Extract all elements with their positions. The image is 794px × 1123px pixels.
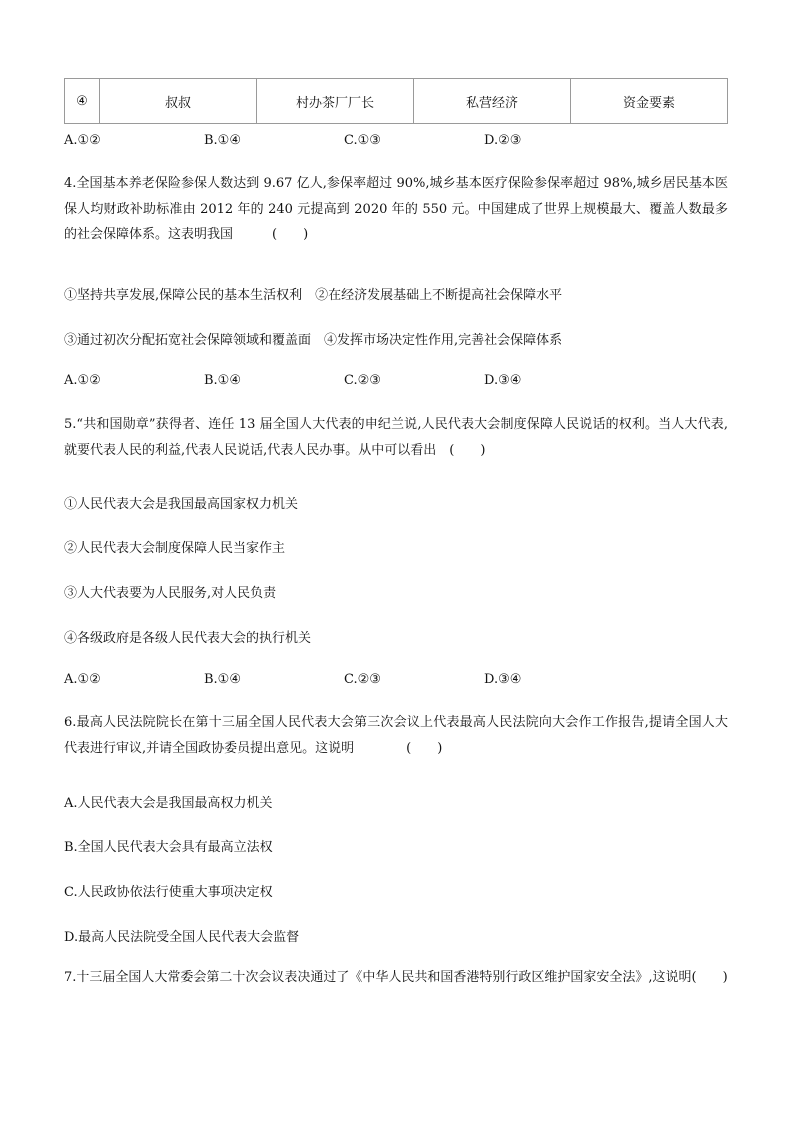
q6-choice-a: A.人民代表大会是我国最高权力机关 [64,796,273,811]
q6-choice-c: C.人民政协依法行使重大事项决定权 [64,885,273,900]
q6-stem: 6.最高人民法院院长在第十三届全国人民代表大会第三次会议上代表最高人民法院向大会作工作报告,提请全国人大代表进行审议,并请全国政协委员提出意见。这说明 ( ) [64,715,728,756]
q3-option-a: A.①② [64,133,101,148]
q5-option-c: C.②③ [344,672,381,687]
q6-choice-b: B.全国人民代表大会具有最高立法权 [64,840,273,855]
q5-option-d: D.③④ [484,672,522,687]
q5-options [64,672,624,687]
q4-item-2: ③通过初次分配拓宽社会保障领域和覆盖面 ④发挥市场决定性作用,完善社会保障体系 [64,333,563,348]
q3-option-b: B.①④ [204,133,241,148]
table-row [65,79,728,124]
q5-item-2: ②人民代表大会制度保障人民当家作主 [64,541,286,556]
table-cell-number: ④ [65,79,100,124]
answer-table [64,78,728,124]
q3-options [64,133,624,148]
q4-options [64,373,624,388]
q3-option-d: D.②③ [484,133,522,148]
q4-stem: 4.全国基本养老保险参保人数达到 9.67 亿人,参保率超过 90%,城乡基本医疗保险参保率超过 98%,城乡居民基本医保人均财政补助标准由 2012 年的 240 元提高到 2020 年的 550 元。中国建成了世界上规模最大、覆盖人数最多的社会保障体系。这表明我国 ( ) [64,176,728,242]
q5-item-4: ④各级政府是各级人民代表大会的执行机关 [64,631,312,646]
table-cell-economy: 私营经济 [414,79,571,124]
table-cell-job: 村办茶厂厂长 [257,79,414,124]
table-cell-person: 叔叔 [100,79,257,124]
q4-item-1: ①坚持共享发展,保障公民的基本生活权利 ②在经济发展基础上不断提高社会保障水平 [64,288,563,303]
q7-stem: 7.十三届全国人大常委会第二十次会议表决通过了《中华人民共和国香港特别行政区维护国家安全法》,这说明( ) [64,970,728,985]
q4-option-a: A.①② [64,373,101,388]
q6-choice-d: D.最高人民法院受全国人民代表大会监督 [64,930,300,945]
q4-option-b: B.①④ [204,373,241,388]
q5-item-1: ①人民代表大会是我国最高国家权力机关 [64,497,299,512]
q3-option-c: C.①③ [344,133,381,148]
q5-item-3: ③人大代表要为人民服务,对人民负责 [64,586,277,601]
q5-stem: 5.“共和国勋章”获得者、连任 13 届全国人大代表的申纪兰说,人民代表大会制度保障人民说话的权利。当人大代表,就要代表人民的利益,代表人民说话,代表人民办事。从中可以看出 ( ) [64,417,728,458]
q5-option-b: B.①④ [204,672,241,687]
q4-option-c: C.②③ [344,373,381,388]
q5-option-a: A.①② [64,672,101,687]
q4-option-d: D.③④ [484,373,522,388]
table-cell-factor: 资金要素 [571,79,728,124]
